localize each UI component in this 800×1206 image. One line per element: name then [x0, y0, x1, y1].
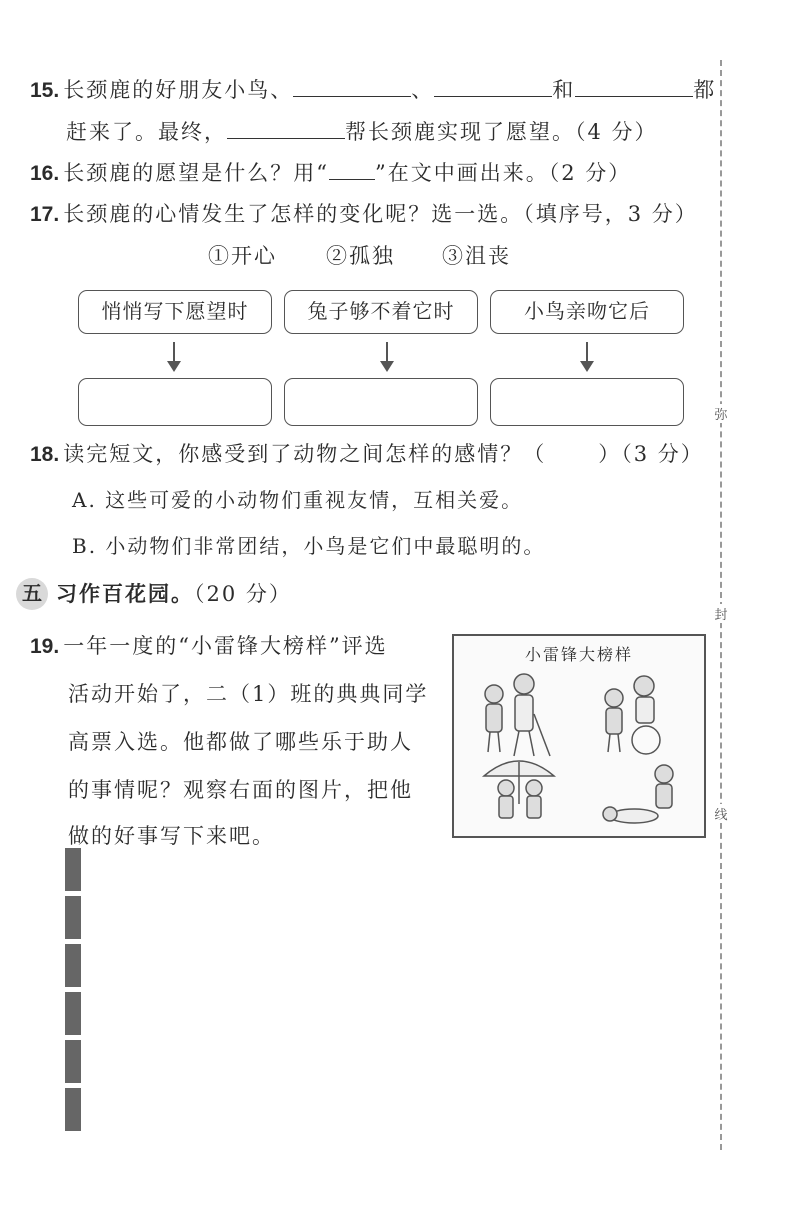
q15-blank-3[interactable] [575, 74, 693, 97]
q15-sep-1: 、 [411, 78, 435, 102]
writing-cell[interactable] [80, 1041, 81, 1083]
margin-label-mi: 弥 [712, 404, 730, 423]
q17-answer-box-3[interactable] [490, 378, 684, 426]
q15-text-4: 帮长颈鹿实现了愿望。（4 分） [345, 120, 658, 144]
margin-label-xian: 线 [712, 804, 730, 823]
q18-option-b: B. 小动物们非常团结，小鸟是它们中最聪明的。 [72, 534, 546, 558]
umbrella-icon [484, 761, 554, 818]
section-title-line [56, 580, 292, 609]
q19-line-1 [30, 632, 388, 661]
q17-stage-1: 悄悄写下愿望时 [78, 290, 272, 334]
illustration-panel [452, 634, 706, 838]
section-title: 习作百花园。 [56, 583, 194, 606]
section-badge: 五 [16, 578, 48, 610]
q17-line [30, 200, 698, 229]
arrow-down-icon [386, 342, 388, 362]
q16-text-1: 长颈鹿的愿望是什么？用“ [63, 161, 329, 185]
q18-text: 读完短文，你感受到了动物之间怎样的感情？（ [63, 442, 547, 466]
margin-label-feng: 封 [712, 604, 730, 623]
q19-text-1: 一年一度的“小雷锋大榜样”评选 [63, 634, 388, 658]
writing-cell[interactable] [80, 945, 81, 987]
q15-line1 [30, 74, 716, 105]
writing-grid-row[interactable] [65, 896, 81, 939]
q15-blank-4[interactable] [227, 116, 345, 139]
q19-text-4: 的事情呢？观察右面的图片，把他 [68, 778, 413, 802]
good-deeds-illustration [454, 664, 704, 834]
q18-paren-close: ）（3 分） [598, 442, 704, 466]
arrow-down-icon [173, 342, 175, 362]
q15-blank-1[interactable] [293, 74, 411, 97]
q17-text: 长颈鹿的心情发生了怎样的变化呢？选一选。（填序号，3 分） [63, 202, 698, 226]
q15-number: 15. [30, 79, 60, 102]
q17-option-1: ①开心 [208, 244, 277, 268]
q15-sep-2: 和 [552, 78, 576, 102]
q15-text-2: 都 [693, 78, 717, 102]
q17-number: 17. [30, 203, 60, 226]
helping-blind-man-icon [485, 674, 550, 756]
q16-number: 16. [30, 162, 60, 185]
writing-cell[interactable] [80, 993, 81, 1035]
q17-stage-3: 小鸟亲吻它后 [490, 290, 684, 334]
wheelchair-icon [605, 676, 660, 754]
q15-blank-2[interactable] [434, 74, 552, 97]
q19-text-3: 高票入选。他都做了哪些乐于助人 [68, 730, 413, 754]
q18-number: 18. [30, 443, 60, 466]
writing-cell[interactable] [80, 897, 81, 939]
writing-cell[interactable] [80, 849, 81, 891]
helping-fallen-child-icon [603, 765, 673, 823]
q15-line2 [66, 116, 658, 146]
q16-line [30, 157, 631, 188]
q18-option-a: A. 这些可爱的小动物们重视友情，互相关爱。 [72, 488, 524, 512]
q15-text-1: 长颈鹿的好朋友小鸟、 [63, 78, 294, 102]
section-score: （20 分） [194, 582, 292, 606]
writing-grid-row[interactable] [65, 944, 81, 987]
q18-line [30, 440, 704, 469]
q19-number: 19. [30, 635, 60, 658]
writing-grid-row[interactable] [65, 1088, 81, 1131]
q17-option-2: ②孤独 [326, 244, 395, 268]
q17-answer-box-2[interactable] [284, 378, 478, 426]
q19-text-2: 活动开始了，二（1）班的典典同学 [68, 682, 429, 706]
writing-cell[interactable] [80, 1089, 81, 1131]
q17-answer-box-1[interactable] [78, 378, 272, 426]
writing-grid-row[interactable] [65, 992, 81, 1035]
q16-underline-sample [329, 157, 375, 180]
writing-grid-row[interactable] [65, 1040, 81, 1083]
q16-text-2: ”在文中画出来。（2 分） [374, 161, 632, 185]
q19-text-5: 做的好事写下来吧。 [68, 824, 275, 848]
q17-stage-2: 兔子够不着它时 [284, 290, 478, 334]
writing-grid-row[interactable] [65, 848, 81, 891]
illustration-title: 小雷锋大榜样 [524, 647, 633, 664]
q15-text-3: 赶来了。最终， [66, 120, 227, 144]
q17-option-3: ③沮丧 [442, 244, 511, 268]
arrow-down-icon [586, 342, 588, 362]
